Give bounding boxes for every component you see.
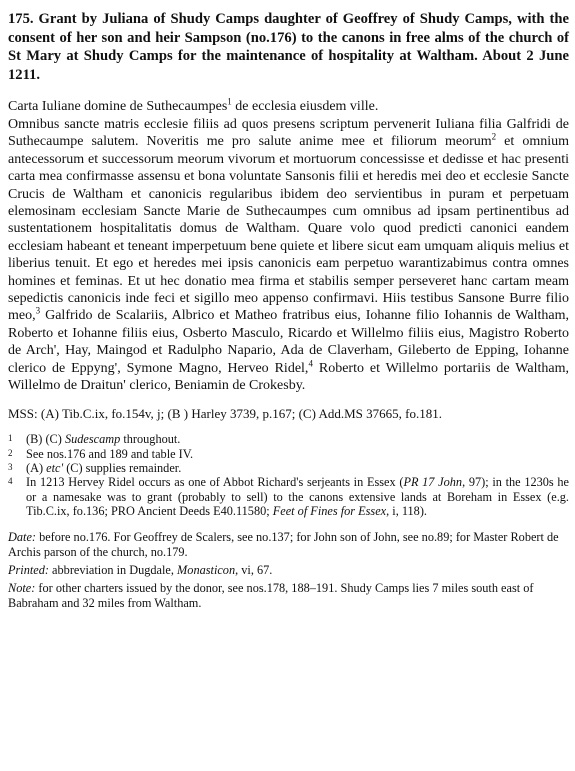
charter-title [8,98,569,116]
footnote-italic: Sudescamp [64,432,121,447]
manuscripts-line: MSS: (A) Tib.C.ix, fo.154v, j; (B ) Harley 3739, p.167; (C) Add.MS 37665, fo.181. [8,406,442,422]
footnote-text [26,461,569,475]
charter-body-part-4: Roberto et Willelmo portariis de Waltham, Willelmo de Draitun' clerico, Beniamin de Crokesby. [8,360,569,393]
footnote-text-part: (B) (C) [26,432,65,447]
footnote-ref-4: 4 [308,357,313,368]
footnote-item [8,447,569,461]
footnote-text-part: , i, 118). [386,503,427,518]
footnote-number: 1 [8,433,13,444]
footnote-text-part: , 97); in the 1230s he or a namesake was to grant (probably to sell) to the canons extensive lands at Boreham in Essex (e.g. Tib.C.ix, fo.136; PRO Ancient Deeds E40.11580; [26,475,570,518]
footnote-italic: PR 17 John [403,475,463,490]
document-heading: 175. Grant by Juliana of Shudy Camps daughter of Geoffrey of Shudy Camps, with the consent of her son and heir Sampson (no.176) to the canons in free alms of the church of St Mary at Shudy Camps for the maintenance of hospitality at Waltham. About 2 June 1211. [8,11,569,83]
footnote-text [26,447,569,461]
footnote-text-part: In 1213 Hervey Ridel occurs as one of Abbot Richard's serjeants in Essex ( [26,475,404,490]
footnote-item [8,475,569,518]
printed-label: Printed: [8,562,49,577]
footnote-number: 3 [8,461,13,472]
general-note [8,581,569,610]
charter-body-part-2: et omnium antecessorum et successorum meorum vivorum et mortuorum concessisse et dedisse et hac presenti carta mea confirmasse assensu et bona voluntate Sansonis filii et heredis mei deo et ecclesie Sancte Crucis de Waltham et canonicis regularibus ibidem deo servientibus in puram et perpetuam elemosinam ecclesiam Sancte Marie de Suthecaumpes cum omnibus ad ipsam pertinentibus ad sustentationem hospitalitatis domus de Waltham. Quare volo quod predicti canonici eandem ecclesiam habeant et teneant imperpetuum bene quiete et libere sicut eam umquam aliquis melius et liberius tenuit. Et ego et heredes mei ipsis canonicis eam perpetuo warantizabimus contra omnes homines et feminas. Et ut hec donatio mea firma et stabilis semper perseveret hanc cartam meam sepedictis canonicis inde feci et sigillo meo appenso confirmavi. Hiis testibus Sansone Burre filio meo, [8,134,569,324]
footnote-text-part: (A) [26,460,47,475]
charter-title-text: Carta Iuliane domine de Suthecaumpes [8,99,228,115]
footnotes-list [8,432,569,518]
footnote-italic: Feet of Fines for Essex [272,503,387,518]
footnote-text [26,475,569,518]
charter-body-part-1: Omnibus sancte matris ecclesie filiis ad quos presens scriptum pervenerit Iuliana filia Galfridi de Suthecaumpe salutem. Noveritis me pro salute anime mee et filiorum meorum [8,116,569,150]
printed-italic: Monasticon [177,562,236,577]
footnote-number: 4 [8,476,13,487]
charter-body [8,116,569,395]
date-label: Date: [8,530,36,545]
charter-title-end: de ecclesia eiusdem ville. [231,99,379,115]
charter-body-part-3: Galfrido de Scalariis, Albrico et Matheo fratribus eius, Iohanne filio Iohannis de Waltham, Roberto et Iohanne filiis eius, Osberto Masculo, Ricardo et Willelmo filiis eius, Magistro Roberto de Arch', Hay, Maingod et Radulpho Napario, Ada de Claverham, Gileberto de Epping, Iohanne clerico de Eppyng', Symone Magno, Herveo Ridel, [8,308,569,376]
footnote-ref-3: 3 [35,305,41,316]
note-text: for other charters issued by the donor, see nos.178, 188–191. Shudy Camps lies 7 miles south east of Babraham and 32 miles from Waltham. [8,581,534,610]
footnote-number: 2 [8,447,13,458]
footnote-item [8,432,569,446]
printed-note [8,563,569,577]
printed-text: abbreviation in Dugdale, [48,562,178,577]
footnote-item [8,461,569,475]
footnote-italic: etc' [46,460,64,475]
footnote-ref-1: 1 [227,96,232,107]
note-label: Note: [8,581,36,596]
footnote-text [26,432,569,446]
date-note [8,530,569,559]
footnote-text-part: throughout. [120,432,181,447]
printed-post: , vi, 67. [235,562,273,577]
date-text: before no.176. For Geoffrey de Scalers, see no.137; for John son of John, see no.89; for Master Robert de Archis parson of the church, no.179. [8,530,559,559]
footnote-text-part: See nos.176 and 189 and table IV. [26,446,194,461]
footnote-text-part: (C) supplies remainder. [63,460,182,475]
footnote-ref-2: 2 [491,131,497,142]
